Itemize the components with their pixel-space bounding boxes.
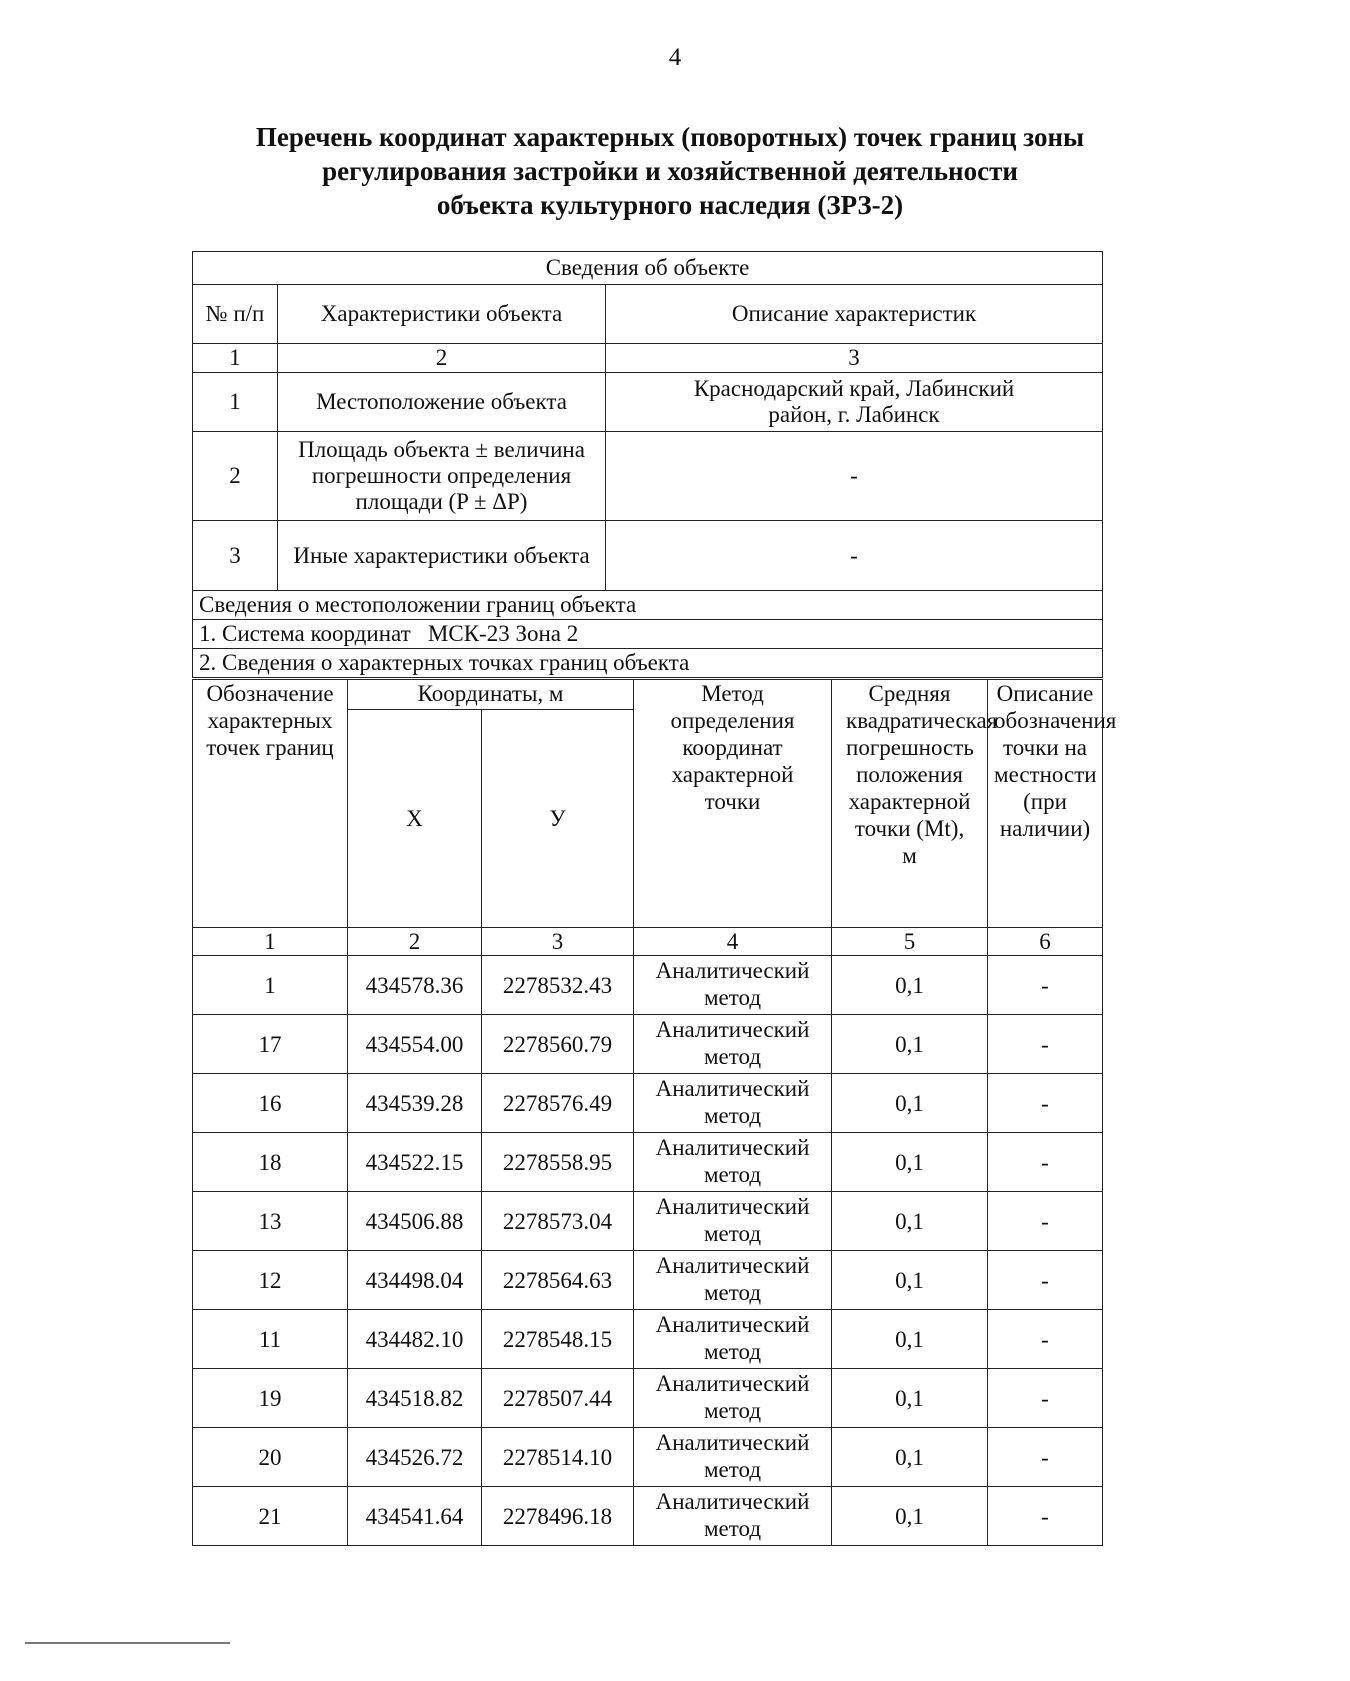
point-y: 2278507.44 xyxy=(482,1369,634,1428)
col-header-error: Средняя квадратическая погрешность положения характерной точки (Mt), м xyxy=(832,680,988,928)
col-header-description: Описание характеристик xyxy=(606,285,1103,344)
point-method: Аналитический метод xyxy=(634,1015,832,1074)
point-description: - xyxy=(988,1074,1103,1133)
col-header-characteristic: Характеристики объекта xyxy=(278,285,606,344)
point-mt: 0,1 xyxy=(832,1251,988,1310)
point-x: 434578.36 xyxy=(348,956,482,1015)
object-section-header: Сведения об объекте xyxy=(193,252,1103,285)
point-description: - xyxy=(988,1369,1103,1428)
point-y: 2278558.95 xyxy=(482,1133,634,1192)
point-mt: 0,1 xyxy=(832,1015,988,1074)
point-id: 21 xyxy=(193,1487,348,1546)
point-y: 2278496.18 xyxy=(482,1487,634,1546)
point-description: - xyxy=(988,1251,1103,1310)
point-description: - xyxy=(988,956,1103,1015)
page-number: 4 xyxy=(668,44,682,71)
point-id: 11 xyxy=(193,1310,348,1369)
point-mt: 0,1 xyxy=(832,1133,988,1192)
col-number: 3 xyxy=(606,344,1103,373)
col-header-designation: Обозначение характерных точек границ xyxy=(193,680,348,928)
col-header-y: У xyxy=(482,710,634,928)
table-row xyxy=(193,1487,1103,1546)
point-mt: 0,1 xyxy=(832,1074,988,1133)
point-method: Аналитический метод xyxy=(634,1428,832,1487)
title-line-2: регулирования застройки и хозяйственной деятельности xyxy=(322,156,1018,186)
table-row xyxy=(193,373,1103,432)
col-number: 2 xyxy=(278,344,606,373)
row-num: 1 xyxy=(193,373,278,432)
point-method: Аналитический метод xyxy=(634,1133,832,1192)
point-method: Аналитический метод xyxy=(634,1074,832,1133)
point-x: 434522.15 xyxy=(348,1133,482,1192)
table-row xyxy=(193,521,1103,591)
row-description: - xyxy=(606,521,1103,591)
point-description: - xyxy=(988,1487,1103,1546)
coord-system: 1. Система координат МСК-23 Зона 2 xyxy=(193,620,1103,649)
point-id: 18 xyxy=(193,1133,348,1192)
point-method: Аналитический метод xyxy=(634,1487,832,1546)
point-method: Аналитический метод xyxy=(634,1310,832,1369)
col-header-num: № п/п xyxy=(193,285,278,344)
point-id: 16 xyxy=(193,1074,348,1133)
point-id: 12 xyxy=(193,1251,348,1310)
point-mt: 0,1 xyxy=(832,956,988,1015)
table-row xyxy=(193,1369,1103,1428)
point-x: 434554.00 xyxy=(348,1015,482,1074)
point-mt: 0,1 xyxy=(832,1369,988,1428)
point-mt: 0,1 xyxy=(832,1310,988,1369)
table-row xyxy=(193,1133,1103,1192)
point-x: 434506.88 xyxy=(348,1192,482,1251)
col-number: 2 xyxy=(348,928,482,956)
point-y: 2278548.15 xyxy=(482,1310,634,1369)
table-row xyxy=(193,956,1103,1015)
row-characteristic: Иные характеристики объекта xyxy=(278,521,606,591)
col-number: 1 xyxy=(193,928,348,956)
row-num: 2 xyxy=(193,432,278,521)
table-row xyxy=(193,1015,1103,1074)
point-method: Аналитический метод xyxy=(634,1369,832,1428)
point-y: 2278576.49 xyxy=(482,1074,634,1133)
point-description: - xyxy=(988,1310,1103,1369)
col-number: 5 xyxy=(832,928,988,956)
point-x: 434541.64 xyxy=(348,1487,482,1546)
object-info-table xyxy=(192,251,1103,678)
point-y: 2278560.79 xyxy=(482,1015,634,1074)
point-y: 2278573.04 xyxy=(482,1192,634,1251)
point-description: - xyxy=(988,1428,1103,1487)
col-number: 4 xyxy=(634,928,832,956)
point-mt: 0,1 xyxy=(832,1192,988,1251)
col-number: 6 xyxy=(988,928,1103,956)
point-method: Аналитический метод xyxy=(634,1251,832,1310)
table-row xyxy=(193,432,1103,521)
point-mt: 0,1 xyxy=(832,1487,988,1546)
row-characteristic: Местоположение объекта xyxy=(278,373,606,432)
point-x: 434498.04 xyxy=(348,1251,482,1310)
point-x: 434482.10 xyxy=(348,1310,482,1369)
document-title xyxy=(190,120,1150,222)
points-section-header: 2. Сведения о характерных точках границ объекта xyxy=(193,649,1103,678)
row-num: 3 xyxy=(193,521,278,591)
point-mt: 0,1 xyxy=(832,1428,988,1487)
col-number: 1 xyxy=(193,344,278,373)
point-x: 434539.28 xyxy=(348,1074,482,1133)
col-header-x: X xyxy=(348,710,482,928)
point-y: 2278514.10 xyxy=(482,1428,634,1487)
coordinates-table xyxy=(192,679,1117,1546)
point-id: 13 xyxy=(193,1192,348,1251)
col-header-point-description: Описание обозначения точки на местности (при наличии) xyxy=(988,680,1103,928)
point-y: 2278564.63 xyxy=(482,1251,634,1310)
point-y: 2278532.43 xyxy=(482,956,634,1015)
col-header-method: Метод определения координат характерной точки xyxy=(634,680,832,928)
point-description: - xyxy=(988,1015,1103,1074)
point-x: 434518.82 xyxy=(348,1369,482,1428)
point-id: 19 xyxy=(193,1369,348,1428)
boundary-section-header: Сведения о местоположении границ объекта xyxy=(193,591,1103,620)
row-characteristic: Площадь объекта ± величина погрешности определения площади (P ± ΔP) xyxy=(278,432,606,521)
row-description: Краснодарский край, Лабинский район, г. Лабинск xyxy=(606,373,1103,432)
col-header-coordinates: Координаты, м xyxy=(348,680,634,710)
point-id: 17 xyxy=(193,1015,348,1074)
point-id: 20 xyxy=(193,1428,348,1487)
footer-divider xyxy=(25,1642,230,1644)
point-id: 1 xyxy=(193,956,348,1015)
row-description: - xyxy=(606,432,1103,521)
col-number: 3 xyxy=(482,928,634,956)
table-row xyxy=(193,1192,1103,1251)
table-row xyxy=(193,1251,1103,1310)
point-description: - xyxy=(988,1192,1103,1251)
table-row xyxy=(193,1074,1103,1133)
table-row xyxy=(193,1428,1103,1487)
table-row xyxy=(193,1310,1103,1369)
point-method: Аналитический метод xyxy=(634,1192,832,1251)
title-line-1: Перечень координат характерных (поворотных) точек границ зоны xyxy=(255,122,1085,152)
point-description: - xyxy=(988,1133,1103,1192)
point-x: 434526.72 xyxy=(348,1428,482,1487)
point-method: Аналитический метод xyxy=(634,956,832,1015)
title-line-3: объекта культурного наследия (ЗРЗ-2) xyxy=(436,190,904,220)
